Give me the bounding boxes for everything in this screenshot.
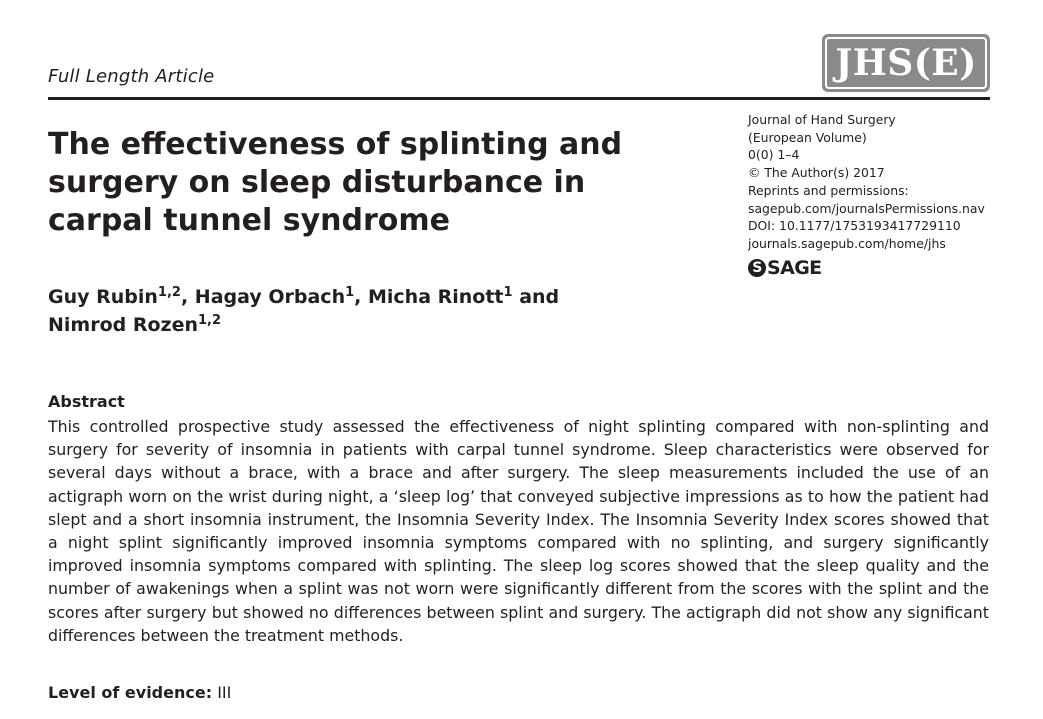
abstract-heading: Abstract bbox=[48, 392, 125, 411]
level-of-evidence-label: Level of evidence: bbox=[48, 683, 213, 702]
author-name: Hagay Orbach bbox=[194, 286, 346, 308]
level-of-evidence-value: III bbox=[217, 683, 232, 702]
header-rule bbox=[48, 97, 990, 100]
journal-logo bbox=[822, 34, 990, 92]
journal-meta bbox=[748, 111, 1008, 253]
sage-logo-icon bbox=[748, 259, 766, 277]
author-affiliation: 1,2 bbox=[157, 285, 181, 300]
author-list bbox=[48, 283, 608, 339]
journal-name: Journal of Hand Surgery bbox=[748, 112, 896, 127]
author-affiliation: 1,2 bbox=[198, 313, 222, 328]
volume-pages: 0(0) 1–4 bbox=[748, 147, 800, 163]
journal-link[interactable]: journals.sagepub.com/home/jhs bbox=[748, 235, 946, 251]
author-separator: , bbox=[180, 286, 195, 308]
journal-volume-name: (European Volume) bbox=[748, 129, 867, 145]
author-name: Guy Rubin bbox=[48, 286, 158, 308]
author-affiliation: 1 bbox=[503, 285, 513, 300]
level-of-evidence bbox=[48, 683, 231, 702]
article-type: Full Length Article bbox=[48, 66, 215, 87]
reprints-label: Reprints and permissions: bbox=[748, 182, 909, 198]
reprints-link[interactable]: sagepub.com/journalsPermissions.nav bbox=[748, 200, 985, 216]
author-separator: , bbox=[354, 286, 368, 308]
author-affiliation: 1 bbox=[345, 285, 355, 300]
author-name: Nimrod Rozen bbox=[48, 314, 199, 336]
copyright: © The Author(s) 2017 bbox=[748, 165, 885, 181]
publisher-name: SAGE bbox=[767, 257, 822, 279]
journal-logo-text: JHS(E) bbox=[835, 42, 977, 84]
author-separator: and bbox=[512, 286, 560, 308]
publisher-logo bbox=[748, 257, 822, 279]
article-title: The effectiveness of splinting and surgery on sleep disturbance in carpal tunnel syndrome bbox=[48, 127, 623, 238]
author-name: Micha Rinott bbox=[367, 286, 504, 308]
abstract-body: This controlled prospective study assessed the effectiveness of night splinting compared with non-splinting and surgery for severity of insomnia in patients with carpal tunnel syndrome. Sleep characteristics were observed for several days without a brace, with a brace and after surgery. The sleep measurements included the use of an actigraph worn on the wrist during night, a ‘sleep log’ that conveyed subjective impressions as to how the patient had slept and a short insomnia instrument, the Insomnia Severity Index. The Insomnia Severity Index scores showed that a night splint significantly improved insomnia symptoms compared with no splinting, and surgery significantly improved insomnia symptoms compared with splinting. The sleep log scores showed that the sleep quality and the number of awakenings when a splint was not worn were significantly different from the scores with the splint and the scores after surgery but showed no differences between splint and surgery. The actigraph did not show any significant differences between the treatment methods. bbox=[48, 417, 989, 645]
doi[interactable]: DOI: 10.1177/1753193417729110 bbox=[748, 218, 961, 234]
